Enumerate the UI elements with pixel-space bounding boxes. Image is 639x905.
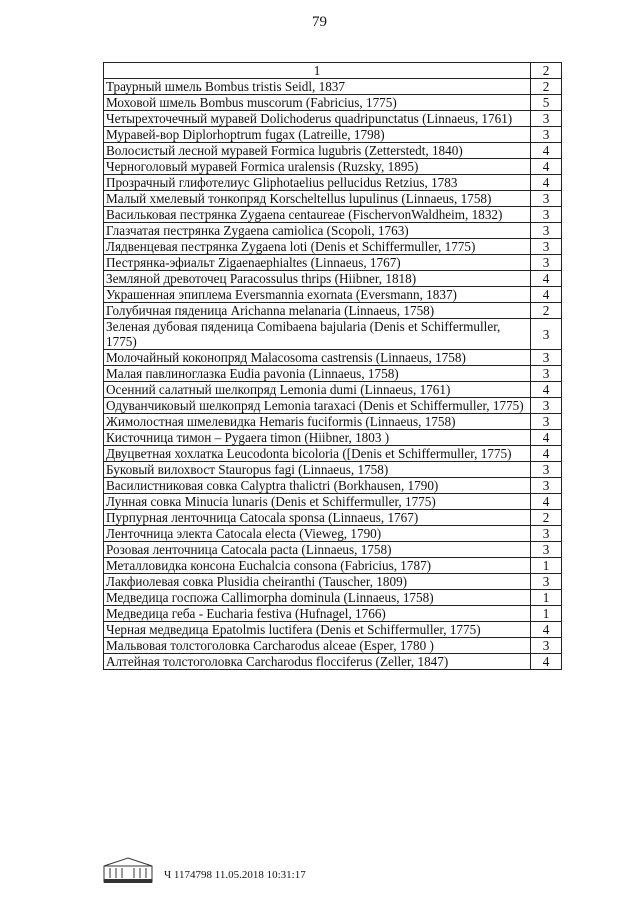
species-name-cell: Васильковая пестрянка Zygaena centaureae (FischervonWaldheim, 1832) [104,207,531,223]
status-category-cell: 3 [531,526,562,542]
species-name-cell: Буковый вилохвост Stauropus fagi (Linnaeus, 1758) [104,462,531,478]
species-table-body [104,63,562,670]
table-row [104,271,562,287]
species-name-cell: Пестрянка-эфиальт Zigaenaephialtes (Linnaeus, 1767) [104,255,531,271]
table-row [104,366,562,382]
status-category-cell: 2 [531,303,562,319]
species-name-cell: Черноголовый муравей Formica uralensis (Ruzsky, 1895) [104,159,531,175]
table-row [104,287,562,303]
status-category-cell: 4 [531,382,562,398]
status-category-cell: 3 [531,398,562,414]
table-row [104,622,562,638]
table-row [104,542,562,558]
table-row [104,191,562,207]
status-category-cell: 4 [531,271,562,287]
species-name-cell: Металловидка консона Euchalcia consona (Fabricius, 1787) [104,558,531,574]
page-number: 79 [312,14,327,30]
status-category-cell: 3 [531,574,562,590]
species-name-cell: Лакфиолевая совка Plusidia cheiranthi (Tauscher, 1809) [104,574,531,590]
table-row [104,239,562,255]
status-category-cell: 3 [531,350,562,366]
species-name-cell: Траурный шмель Bombus tristis Seidl, 1837 [104,79,531,95]
status-category-cell: 4 [531,143,562,159]
seal-icon [100,856,156,886]
table-row [104,446,562,462]
table-row [104,526,562,542]
status-category-cell: 3 [531,478,562,494]
status-category-cell: 3 [531,223,562,239]
status-category-cell: 4 [531,287,562,303]
status-category-cell: 2 [531,510,562,526]
table-row [104,143,562,159]
table-row [104,574,562,590]
table-row [104,223,562,239]
status-category-cell: 3 [531,319,562,350]
status-category-cell: 4 [531,430,562,446]
table-row [104,638,562,654]
species-name-cell: Осенний салатный шелкопряд Lemonia dumi (Linnaeus, 1761) [104,382,531,398]
status-category-cell: 3 [531,239,562,255]
table-row [104,414,562,430]
species-name-cell: Розовая ленточница Catocala pacta (Linnaeus, 1758) [104,542,531,558]
species-name-cell: Молочайный коконопряд Malacosoma castrensis (Linnaeus, 1758) [104,350,531,366]
species-name-cell: Черная медведица Epatolmis luctifera (Denis et Schiffermuller, 1775) [104,622,531,638]
species-name-cell: Украшенная эпиплема Eversmannia exornata (Eversmann, 1837) [104,287,531,303]
status-category-cell: 3 [531,366,562,382]
species-name-cell: Глазчатая пестрянка Zygaena camiolica (Scopoli, 1763) [104,223,531,239]
species-name-cell: Зеленая дубовая пяденица Comibaena bajularia (Denis et Schiffermuller, 1775) [104,319,531,350]
species-name-cell: Малая павлиноглазка Eudia pavonia (Linnaeus, 1758) [104,366,531,382]
species-name-cell: Медведица геба - Eucharia festiva (Hufnagel, 1766) [104,606,531,622]
table-row [104,382,562,398]
status-category-cell: 4 [531,654,562,670]
table-row [104,606,562,622]
table-row [104,255,562,271]
species-name-cell: Медведица госпожа Callimorpha dominula (Linnaeus, 1758) [104,590,531,606]
species-name-cell: Волосистый лесной муравей Formica lugubris (Zetterstedt, 1840) [104,143,531,159]
header-col-1: 1 [104,63,531,79]
table-row [104,303,562,319]
status-category-cell: 3 [531,191,562,207]
table-row [104,319,562,350]
document-registration-mark: Ч 1174798 11.05.2018 10:31:17 [164,869,306,881]
table-row [104,350,562,366]
status-category-cell: 4 [531,159,562,175]
table-row [104,478,562,494]
status-category-cell: 1 [531,558,562,574]
species-name-cell: Голубичная пяденица Arichanna melanaria (Linnaeus, 1758) [104,303,531,319]
species-name-cell: Лядвенцевая пестрянка Zygaena loti (Denis et Schiffermuller, 1775) [104,239,531,255]
table-row [104,462,562,478]
species-name-cell: Алтейная толстоголовка Carcharodus flocciferus (Zeller, 1847) [104,654,531,670]
species-name-cell: Четырехточечный муравей Dolichoderus quadripunctatus (Linnaeus, 1761) [104,111,531,127]
table-row [104,159,562,175]
table-row [104,494,562,510]
species-name-cell: Жимолостная шмелевидка Hemaris fuciformis (Linnaeus, 1758) [104,414,531,430]
status-category-cell: 3 [531,255,562,271]
footer [100,856,400,886]
status-category-cell: 3 [531,462,562,478]
status-category-cell: 1 [531,590,562,606]
status-category-cell: 1 [531,606,562,622]
status-category-cell: 3 [531,127,562,143]
table-row [104,127,562,143]
table-row [104,430,562,446]
table-row [104,510,562,526]
table-row [104,558,562,574]
species-name-cell: Земляной древоточец Paracossulus thrips (Hiibner, 1818) [104,271,531,287]
status-category-cell: 3 [531,414,562,430]
status-category-cell: 3 [531,638,562,654]
species-name-cell: Муравей-вор Diplorhoptrum fugax (Latreille, 1798) [104,127,531,143]
species-name-cell: Двуцветная хохлатка Leucodonta bicoloria ([Denis et Schiffermuller, 1775) [104,446,531,462]
table-row [104,111,562,127]
species-name-cell: Малый хмелевый тонкопряд Korscheltellus lupulinus (Linnaeus, 1758) [104,191,531,207]
status-category-cell: 2 [531,79,562,95]
status-category-cell: 5 [531,95,562,111]
species-name-cell: Лунная совка Minucia lunaris (Denis et Schiffermuller, 1775) [104,494,531,510]
species-name-cell: Мальвовая толстоголовка Carcharodus alceae (Esper, 1780 ) [104,638,531,654]
table-row [104,95,562,111]
species-name-cell: Кисточница тимон – Pygaera timon (Hiibner, 1803 ) [104,430,531,446]
status-category-cell: 3 [531,542,562,558]
header-col-2: 2 [531,63,562,79]
species-table [103,62,562,670]
table-row [104,654,562,670]
table-row [104,79,562,95]
species-name-cell: Моховой шмель Bombus muscorum (Fabricius, 1775) [104,95,531,111]
table-row [104,590,562,606]
species-name-cell: Прозрачный глифотелиус Gliphotaelius pellucidus Retzius, 1783 [104,175,531,191]
species-name-cell: Одуванчиковый шелкопряд Lemonia taraxaci (Denis et Schiffermuller, 1775) [104,398,531,414]
table-row [104,175,562,191]
table-row [104,398,562,414]
species-name-cell: Пурпурная ленточница Catocala sponsa (Linnaeus, 1767) [104,510,531,526]
table-row [104,207,562,223]
status-category-cell: 4 [531,622,562,638]
status-category-cell: 3 [531,111,562,127]
table-header-row [104,63,562,79]
status-category-cell: 4 [531,494,562,510]
status-category-cell: 4 [531,175,562,191]
status-category-cell: 4 [531,446,562,462]
species-name-cell: Василистниковая совка Calyptra thalictri (Borkhausen, 1790) [104,478,531,494]
species-name-cell: Ленточница электа Catocala electa (Vieweg, 1790) [104,526,531,542]
status-category-cell: 3 [531,207,562,223]
